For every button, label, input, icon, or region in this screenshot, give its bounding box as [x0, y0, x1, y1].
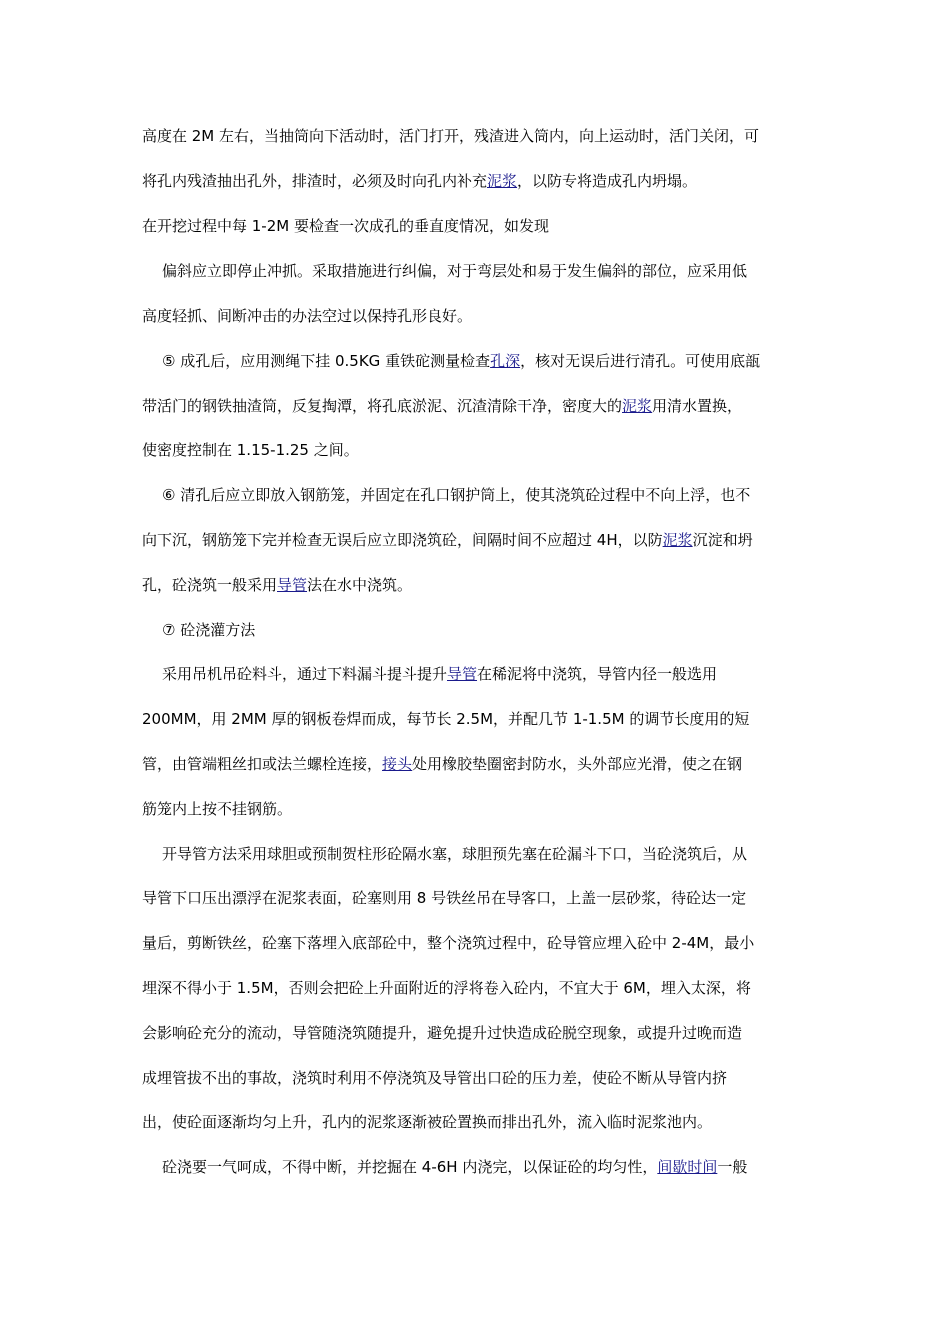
text-segment: 法在水中浇筑。: [307, 576, 413, 594]
text-segment: 用清水置换，: [652, 397, 743, 415]
text-line: 开导管方法采用球胆或预制贺柱形砼隔水塞，球胆预先塞在砼漏斗下口，当砼浇筑后，从: [162, 845, 748, 863]
keyword-link-joint[interactable]: 接头: [382, 755, 413, 773]
text-line: 使密度控制在 1.15-1.25 之间。: [142, 441, 359, 459]
text-line: ⑥ 清孔后应立即放入钢筋笼，并固定在孔口钢护筒上，使其浇筑砼过程中不向上浮，也不: [162, 486, 751, 504]
keyword-link-guide-pipe[interactable]: 导管: [447, 665, 478, 683]
text-segment: 砼浇要一气呵成，不得中断，并挖掘在 4-6H 内浇完，以保证砼的均匀性，: [162, 1158, 658, 1176]
text-line: [142, 751, 742, 777]
text-line: 高度在 2M 左右，当抽筒向下活动时，活门打开，残渣进入筒内，向上运动时，活门关闭，可: [142, 127, 760, 145]
text-segment: 一般: [717, 1158, 748, 1176]
text-segment: ，以防专将造成孔内坍塌。: [517, 172, 698, 190]
text-line: 量后，剪断铁丝，砼塞下落埋入底部砼中，整个浇筑过程中，砼导管应埋入砼中 2-4M，最小: [142, 934, 755, 952]
text-line: 高度轻抓、间断冲击的办法空过以保持孔形良好。: [142, 307, 473, 325]
text-line: [162, 348, 760, 374]
text-line: 出，使砼面逐渐均匀上升，孔内的泥浆逐渐被砼置换而排出孔外，流入临时泥浆池内。: [142, 1113, 713, 1131]
keyword-link-mud-slurry[interactable]: 泥浆: [487, 172, 518, 190]
text-segment: 沉淀和坍: [692, 531, 753, 549]
text-line: [142, 527, 753, 553]
text-line: 筋笼内上按不挂钢筋。: [142, 800, 293, 818]
text-line: [142, 168, 697, 194]
text-segment: 管，由管端粗丝扣或法兰螺栓连接，: [142, 755, 383, 773]
text-line: [162, 661, 717, 687]
text-segment: 处用橡胶垫圈密封防水，头外部应光滑，使之在钢: [412, 755, 743, 773]
keyword-link-mud-slurry[interactable]: 泥浆: [662, 531, 693, 549]
text-line: [162, 1154, 747, 1180]
text-line: [142, 572, 412, 598]
text-line: 会影响砼充分的流动，导管随浇筑随提升，避免提升过快造成砼脱空现象，或提升过晚而造: [142, 1024, 743, 1042]
text-segment: 带活门的钢铁抽渣筒，反复掏潭，将孔底淤泥、沉渣清除干净，密度大的: [142, 397, 623, 415]
text-segment: 将孔内残渣抽出孔外，排渣时，必须及时向孔内补充: [142, 172, 488, 190]
text-segment: 在稀泥将中浇筑，导管内径一般选用: [477, 665, 718, 683]
text-segment: ，核对无误后进行清孔。可使用底瓿: [520, 352, 761, 370]
text-line: 成埋管拔不出的事故，浇筑时利用不停浇筑及导管出口砼的压力差，使砼不断从导管内挤: [142, 1069, 728, 1087]
text-line: 在开挖过程中每 1-2M 要检查一次成孔的垂直度情况，如发现: [142, 217, 549, 235]
keyword-link-guide-pipe[interactable]: 导管: [277, 576, 308, 594]
text-line: 埋深不得小于 1.5M，否则会把砼上升面附近的浮将卷入砼内，不宜大于 6M，埋入太深，将: [142, 979, 751, 997]
section-heading: ⑦ 砼浇灌方法: [162, 621, 256, 639]
keyword-link-interval-time[interactable]: 间歇时间: [657, 1158, 718, 1176]
keyword-link-hole-depth[interactable]: 孔深: [490, 352, 521, 370]
text-segment: 向下沉，钢筋笼下完并检查无误后应立即浇筑砼，间隔时间不应超过 4H，以防: [142, 531, 663, 549]
text-line: [142, 393, 742, 419]
text-segment: 孔，砼浇筑一般采用: [142, 576, 278, 594]
keyword-link-mud-slurry[interactable]: 泥浆: [622, 397, 653, 415]
text-line: 导管下口压出漂浮在泥浆表面，砼塞则用 8 号铁丝吊在导客口，上盖一层砂浆，待砼达一定: [142, 889, 747, 907]
text-line: 200MM，用 2MM 厚的钢板卷焊而成，每节长 2.5M，并配几节 1-1.5M 的调节长度用的短: [142, 710, 750, 728]
text-segment: ⑤ 成孔后，应用测绳下挂 0.5KG 重铁砣测量检查: [162, 352, 491, 370]
text-segment: 采用吊机吊砼料斗，通过下料漏斗提斗提升: [162, 665, 448, 683]
text-line: 偏斜应立即停止冲抓。采取措施进行纠偏，对于弯层处和易于发生偏斜的部位，应采用低: [162, 262, 748, 280]
